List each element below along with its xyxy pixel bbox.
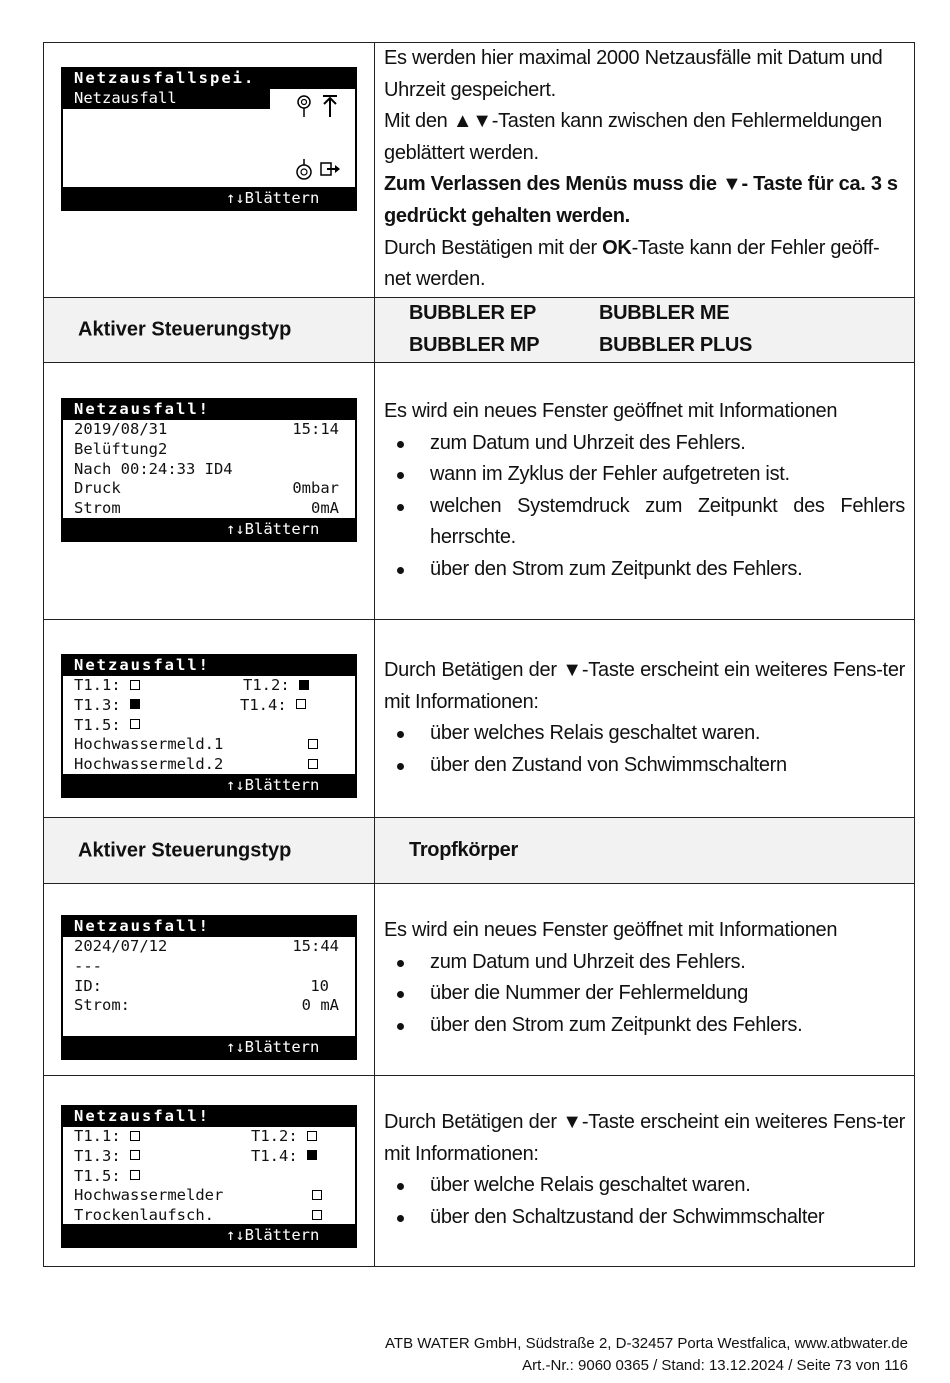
list-item: über den Strom zum Zeitpunkt des Fehlers. — [384, 1010, 905, 1042]
list-item: über den Schaltzustand der Schwimmschalter — [384, 1202, 905, 1234]
lcd-line — [63, 1206, 355, 1226]
lcd-id-label: ID: — [74, 976, 102, 995]
lcd-current-value: 0 mA — [301, 996, 339, 1015]
description-cell — [375, 43, 914, 297]
checkbox-empty-icon — [130, 680, 140, 690]
lcd-footer — [63, 1036, 355, 1078]
type-tropfkoerper: Tropfkörper — [409, 838, 518, 861]
lcd-line — [63, 479, 355, 499]
lcd-footer-select: ↵ Auswahl — [168, 798, 253, 816]
lcd-line: --- — [74, 956, 102, 975]
type-plus: BUBBLER PLUS — [599, 334, 753, 356]
row-tropfkoerper-relays — [44, 1075, 914, 1266]
lcd-footer — [63, 518, 355, 560]
list-item: über welche Relais geschaltet waren. — [384, 1170, 905, 1202]
lcd-line — [63, 977, 355, 997]
desc-intro: Es wird ein neues Fenster geöffnet mit Informationen — [384, 400, 838, 422]
desc-intro: Durch Betätigen der ▼-Taste erscheint ein weiteres Fens-ter mit Informationen: — [384, 659, 905, 713]
lcd-footer-scroll: ↑↓Blättern — [226, 1226, 320, 1244]
row-controller-type-bubbler — [44, 297, 914, 362]
header-types-cell — [375, 818, 914, 883]
checkbox-empty-icon — [130, 1131, 140, 1141]
desc-p4 — [384, 233, 905, 296]
lcd-footer-select: ↵ Auswahl — [168, 542, 253, 560]
lcd-line — [63, 676, 355, 696]
left-cell — [44, 43, 375, 297]
pin-icon — [295, 93, 341, 125]
lcd-line — [63, 420, 355, 440]
float-switch-label: Hochwassermeld.1 — [74, 735, 224, 754]
lcd-date: 2019/08/31 — [74, 420, 168, 438]
lcd-footer-select: ↵ Auswahl — [168, 211, 253, 229]
lcd-line — [63, 996, 355, 1016]
lcd-display — [61, 67, 357, 229]
lcd-footer-scroll: ↑↓Blättern — [226, 776, 320, 794]
header-label: Aktiver Steuerungstyp — [78, 318, 292, 341]
checkbox-empty-icon — [130, 1170, 140, 1180]
header-label-cell — [44, 298, 375, 362]
checkbox-empty-icon — [296, 699, 306, 709]
row-netzausfall-details — [44, 362, 914, 619]
lcd-date: 2024/07/12 — [74, 937, 168, 955]
lcd-selected-item: Netzausfall — [63, 89, 270, 109]
lcd-title: Netzausfall! — [63, 400, 355, 420]
desc-list — [384, 947, 905, 1042]
lcd-title: Netzausfall! — [63, 917, 355, 937]
dry-run-label: Trockenlaufsch. — [74, 1206, 214, 1225]
desc-p2: Mit den ▲▼-Tasten kann zwischen den Fehlermeldungen geblättert werden. — [384, 110, 882, 164]
header-types-cell — [375, 298, 914, 362]
description-cell — [375, 884, 914, 1075]
header-label-cell — [44, 818, 375, 883]
lcd-display — [61, 915, 357, 1078]
checkbox-empty-icon — [312, 1190, 322, 1200]
lcd-display — [61, 654, 357, 816]
relay-label: T1.5: — [74, 1166, 121, 1185]
lcd-footer-exit: ↵ Beenden — [168, 1248, 253, 1266]
lcd-line — [63, 1186, 355, 1206]
lcd-title: Netzausfall! — [63, 1107, 355, 1127]
list-item: zum Datum und Uhrzeit des Fehlers. — [384, 428, 905, 460]
lcd-line: Belüftung2 — [74, 439, 168, 458]
lcd-footer-scroll: ↑↓Blättern — [226, 189, 320, 207]
left-cell — [44, 1076, 375, 1266]
lcd-line — [63, 735, 355, 755]
description-cell — [375, 620, 914, 817]
lcd-display — [61, 398, 357, 560]
lcd-line — [63, 696, 355, 716]
list-item: wann im Zyklus der Fehler aufgetreten ist. — [384, 459, 905, 491]
checkbox-empty-icon — [308, 759, 318, 769]
row-tropfkoerper-details — [44, 883, 914, 1078]
list-item: über welches Relais geschaltet waren. — [384, 718, 905, 750]
type-mp: BUBBLER MP — [409, 334, 540, 356]
desc-intro: Durch Betätigen der ▼-Taste erscheint ein weiteres Fens-ter mit Informationen: — [384, 1111, 905, 1165]
list-item: über den Zustand von Schwimmschaltern — [384, 750, 905, 782]
checkbox-empty-icon — [312, 1210, 322, 1220]
lcd-time: 15:44 — [292, 937, 339, 955]
footer-article: Art.-Nr.: 9060 0365 / Stand: 13.12.2024 / Seite 73 von 116 — [522, 1357, 908, 1374]
relay-label: T1.5: — [74, 715, 121, 734]
description-cell — [375, 1076, 914, 1266]
relay-label: T1.2: — [243, 676, 290, 694]
header-label: Aktiver Steuerungstyp — [78, 839, 292, 861]
lcd-current-value: 0mA — [311, 499, 339, 518]
desc-p4-end: -Taste kann der Fehler geöff-net werden. — [384, 236, 880, 291]
checkbox-filled-icon — [299, 680, 309, 690]
desc-p3: Zum Verlassen des Menüs muss die ▼- Taste für ca. 3 s gedrückt gehalten werden. — [384, 173, 898, 227]
lcd-title: Netzausfallspei. — [63, 69, 355, 89]
relay-label: T1.2: — [251, 1127, 298, 1145]
lcd-line — [63, 937, 355, 957]
lcd-line — [63, 499, 355, 519]
desc-intro: Es wird ein neues Fenster geöffnet mit Informationen — [384, 919, 838, 941]
checkbox-empty-icon — [130, 719, 140, 729]
relay-label: T1.4: — [251, 1146, 298, 1165]
exit-icon — [295, 157, 343, 189]
lcd-display — [61, 1105, 357, 1266]
lcd-line: Nach 00:24:33 ID4 — [74, 459, 233, 478]
checkbox-filled-icon — [307, 1150, 317, 1160]
relay-label: T1.4: — [240, 695, 287, 714]
lcd-time: 15:14 — [292, 420, 339, 438]
relay-label: T1.1: — [74, 1127, 121, 1145]
lcd-line — [63, 716, 355, 736]
page-footer — [385, 1333, 908, 1377]
float-switch-label: Hochwassermelder — [74, 1186, 224, 1205]
lcd-id-value: 10 — [310, 976, 329, 995]
lcd-pressure-value: 0mbar — [292, 479, 339, 498]
list-item: zum Datum und Uhrzeit des Fehlers. — [384, 947, 905, 979]
relay-label: T1.1: — [74, 676, 121, 694]
left-cell — [44, 620, 375, 817]
lcd-footer — [63, 187, 355, 229]
left-cell — [44, 884, 375, 1078]
type-ep: BUBBLER EP — [409, 302, 537, 324]
lcd-pressure-label: Druck — [74, 479, 121, 498]
lcd-line — [63, 1167, 355, 1187]
description-cell — [375, 363, 914, 619]
desc-p4-key: OK — [602, 236, 632, 259]
list-item: über den Strom zum Zeitpunkt des Fehlers. — [384, 554, 905, 586]
lcd-title: Netzausfall! — [63, 656, 355, 676]
lcd-footer-exit: ↵ Beenden — [168, 1060, 253, 1078]
lcd-footer-scroll: ↑↓Blättern — [226, 1038, 320, 1056]
relay-label: T1.3: — [74, 1146, 121, 1165]
manual-table — [43, 42, 915, 1267]
checkbox-empty-icon — [308, 739, 318, 749]
row-relay-status — [44, 619, 914, 817]
lcd-line — [63, 1147, 355, 1167]
list-item: über die Nummer der Fehlermeldung — [384, 978, 905, 1010]
type-me: BUBBLER ME — [599, 302, 730, 324]
lcd-current-label: Strom — [74, 499, 121, 518]
lcd-line — [63, 755, 355, 775]
float-switch-label: Hochwassermeld.2 — [74, 755, 224, 774]
row-controller-type-tropfkoerper — [44, 817, 914, 883]
desc-list — [384, 428, 905, 586]
lcd-current-label: Strom: — [74, 996, 130, 1015]
checkbox-empty-icon — [307, 1131, 317, 1141]
list-item: welchen Systemdruck zum Zeitpunkt des Fehlers herrschte. — [384, 491, 905, 554]
checkbox-empty-icon — [130, 1150, 140, 1160]
desc-list — [384, 1170, 905, 1233]
lcd-footer — [63, 774, 355, 816]
left-cell — [44, 363, 375, 619]
row-netzausfallspeicher — [44, 43, 914, 297]
desc-p4-start: Durch Bestätigen mit der — [384, 236, 603, 259]
desc-p1: Es werden hier maximal 2000 Netzausfälle mit Datum und Uhrzeit gespeichert. — [384, 47, 883, 101]
lcd-footer-scroll: ↑↓Blättern — [226, 520, 320, 538]
footer-address: ATB WATER GmbH, Südstraße 2, D-32457 Porta Westfalica, www.atbwater.de — [385, 1335, 908, 1352]
lcd-footer — [63, 1224, 355, 1266]
relay-label: T1.3: — [74, 695, 121, 714]
lcd-line — [63, 1127, 355, 1147]
desc-list — [384, 718, 905, 781]
checkbox-filled-icon — [130, 699, 140, 709]
